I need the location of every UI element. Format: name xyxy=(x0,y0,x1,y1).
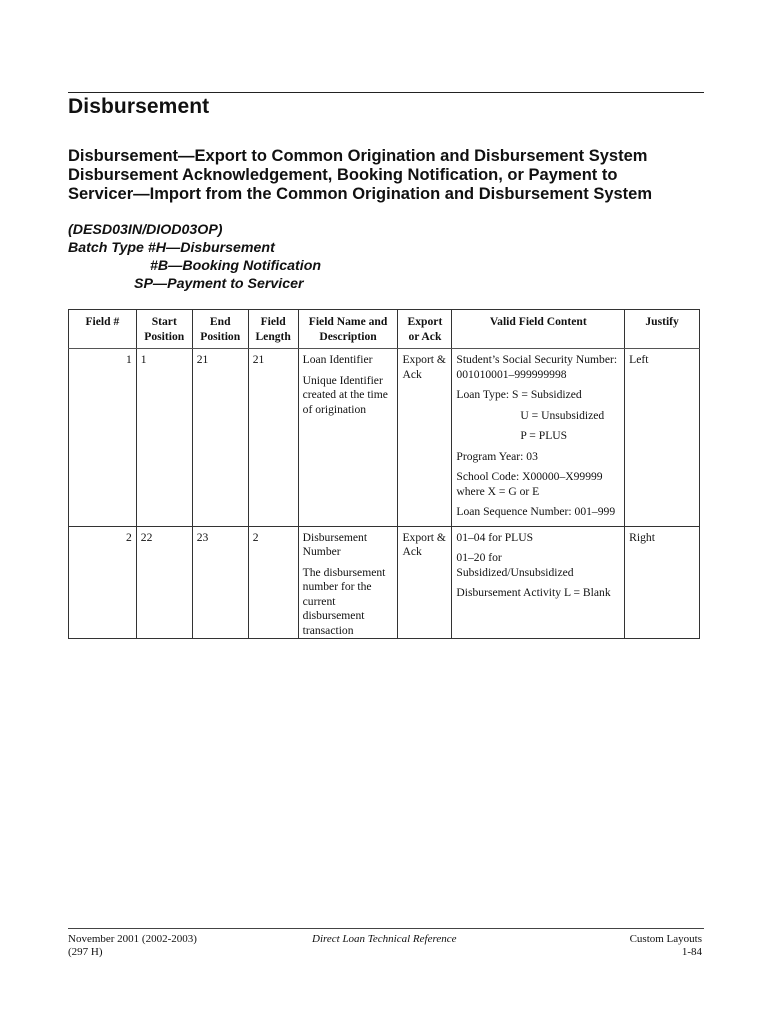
field-description-text: Unique Identifier created at the time of origination xyxy=(302,373,388,416)
valid-content xyxy=(452,526,625,639)
batch-type: Batch Type #H—Disbursement xyxy=(68,240,275,256)
valid-content xyxy=(452,349,625,527)
field-name: Loan Identifier xyxy=(302,353,373,366)
section-heading-line: Disbursement Acknowledgement, Booking Notification, or Payment to xyxy=(68,166,618,184)
footer-right xyxy=(630,933,702,959)
header-end-position: End Position xyxy=(192,310,248,349)
field-number: 1 xyxy=(69,349,137,527)
content-line: Loan Sequence Number: 001–999 xyxy=(456,505,616,518)
footer-code: (297 H) xyxy=(68,946,103,958)
export-ack: Export & Ack xyxy=(398,526,452,639)
start-position: 22 xyxy=(136,526,192,639)
field-length: 2 xyxy=(248,526,298,639)
header-valid-content: Valid Field Content xyxy=(452,310,625,349)
footer-title: Direct Loan Technical Reference xyxy=(312,933,457,945)
content-line: U = Unsubsidized xyxy=(520,408,605,422)
field-length: 21 xyxy=(248,349,298,527)
footer-section: Custom Layouts xyxy=(629,933,702,945)
export-ack: Export & Ack xyxy=(398,349,452,527)
table-row xyxy=(69,349,700,527)
justify: Left xyxy=(625,349,700,527)
content-line: 01–20 for Subsidized/Unsubsidized xyxy=(456,551,574,579)
content-line: P = PLUS xyxy=(520,429,568,442)
end-position: 23 xyxy=(192,526,248,639)
content-line: Loan Type: S = Subsidized xyxy=(456,388,582,401)
content-line: Disbursement Activity L = Blank xyxy=(456,586,611,599)
batch-type-sp: SP—Payment to Servicer xyxy=(134,276,304,292)
batch-type-b: #B—Booking Notification xyxy=(150,258,322,274)
footer-left xyxy=(68,933,197,959)
content-line: School Code: X00000–X99999 where X = G or E xyxy=(456,470,603,498)
top-rule xyxy=(68,92,704,93)
field-description xyxy=(298,349,398,527)
page-title: Disbursement xyxy=(68,95,210,118)
field-description xyxy=(298,526,398,639)
section-heading-line: Disbursement—Export to Common Origination and Disbursement System xyxy=(68,147,648,165)
header-field-length: Field Length xyxy=(248,310,298,349)
file-id: (DESD03IN/DIOD03OP) xyxy=(68,222,223,238)
record-layout-table xyxy=(68,309,700,639)
field-name: Disbursement Number xyxy=(302,530,368,558)
table-header-row xyxy=(69,310,700,349)
header-start-position: Start Position xyxy=(136,310,192,349)
justify: Right xyxy=(625,526,700,639)
header-export-ack: Export or Ack xyxy=(398,310,452,349)
content-line: Student’s Social Security Number: 001010001–999999998 xyxy=(456,353,618,381)
field-number: 2 xyxy=(69,526,137,639)
section-heading xyxy=(68,147,652,204)
section-heading-line: Servicer—Import from the Common Origination and Disbursement System xyxy=(68,185,653,203)
content-line: 01–04 for PLUS xyxy=(456,530,534,544)
content-line: Program Year: 03 xyxy=(456,449,538,463)
start-position: 1 xyxy=(136,349,192,527)
footer-date: November 2001 (2002-2003) xyxy=(68,933,197,945)
end-position: 21 xyxy=(192,349,248,527)
footer-rule xyxy=(68,928,704,929)
header-justify: Justify xyxy=(625,310,700,349)
header-field-number: Field # xyxy=(69,310,137,349)
header-field-name: Field Name and Description xyxy=(298,310,398,349)
field-description-text: The disbursement number for the current disbursement transaction xyxy=(302,565,386,637)
footer-page-number: 1-84 xyxy=(681,946,702,958)
table-row xyxy=(69,526,700,639)
